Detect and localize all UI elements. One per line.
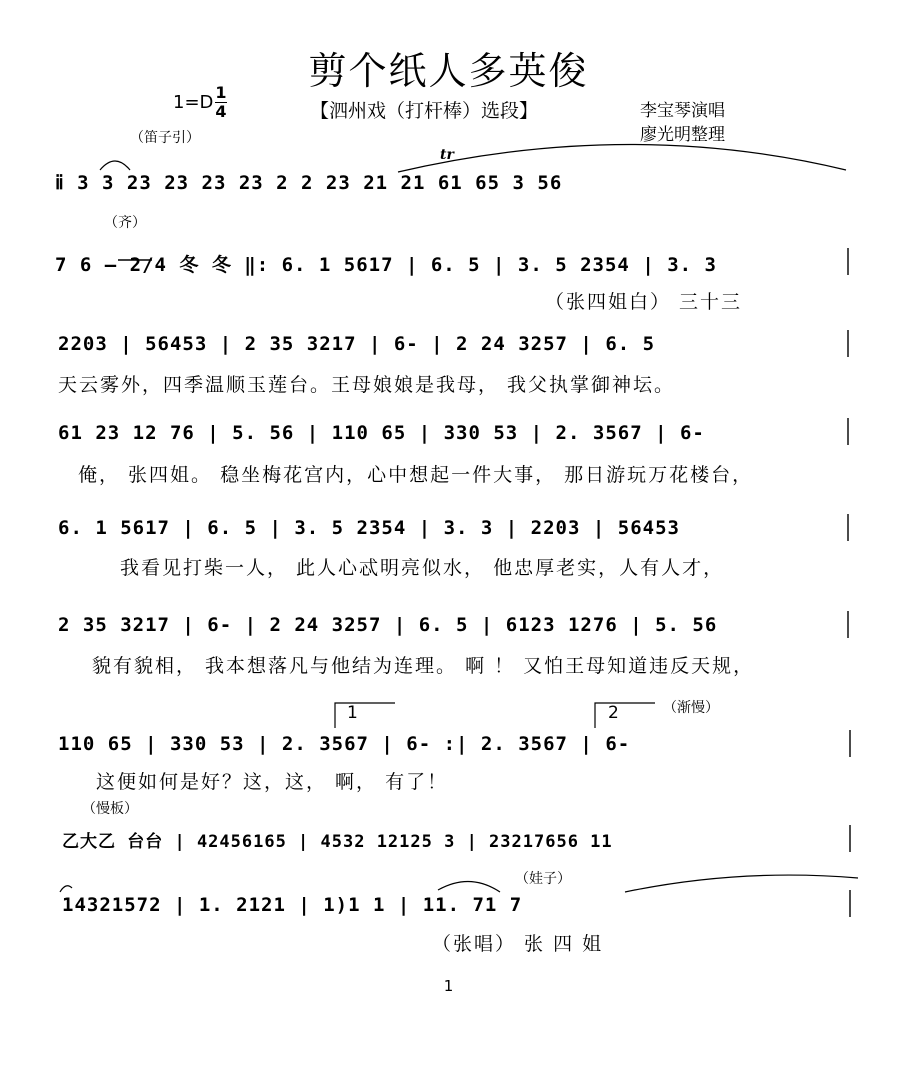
annotation-unison: （齐） <box>104 215 146 231</box>
notation-row-3: 2203 | 56453 | 2 35 3217 | 6- | 2 24 3257 | 6. 5 <box>58 333 656 355</box>
notation-row-9: 14321572 | 1. 2121 | 1)1 1 | 11. 71 7 <box>62 894 523 916</box>
notation-row-1: ⅱ 3 3 23 23 23 23 2 2 23 21 21 61 65 3 56 <box>55 172 563 194</box>
meter-top: 1 <box>215 83 227 102</box>
annotation-slowing: （渐慢） <box>663 700 719 716</box>
annotation-doll: （娃子） <box>515 871 571 887</box>
slur-1 <box>100 161 130 170</box>
slur-3 <box>438 881 500 892</box>
slur-5 <box>60 886 72 892</box>
lyric-row-5: 我看见打柴一人， 此人心忒明亮似水， 他忠厚老实，人有人才， <box>120 557 725 579</box>
lyric-row-6: 貌有貌相， 我本想落凡与他结为连理。 啊 ！ 又怕王母知道违反天规， <box>92 655 755 677</box>
notation-row-8: 乙大乙 台台 | 42456165 | 4532 12125 3 | 23217656 11 <box>62 832 613 852</box>
volta-second: 2 <box>608 703 619 723</box>
notation-row-4: 61 23 12 76 | 5. 56 | 110 65 | 330 53 | 2. 3567 | 6- <box>58 422 705 444</box>
song-title: 剪个纸人多英俊 <box>308 49 589 93</box>
notation-row-7: 110 65 | 330 53 | 2. 3567 | 6- :| 2. 3567 | 6- <box>58 733 631 755</box>
bar-lines <box>848 248 850 917</box>
notation-row-6: 2 35 3217 | 6- | 2 24 3257 | 6. 5 | 6123 1276 | 5. 56 <box>58 614 718 636</box>
subtitle: 【泗州戏（打杆棒）选段】 <box>310 100 539 122</box>
meter-bottom: 4 <box>215 102 227 121</box>
lyric-row-3: 天云雾外，四季温顺玉莲台。王母娘娘是我母， 我父执掌御神坛。 <box>58 374 676 396</box>
lyric-row-9: （张唱） 张 四 姐 <box>432 933 604 955</box>
annotation-flute-intro: （笛子引） <box>130 130 200 146</box>
page-number: 1 <box>443 977 454 995</box>
key-signature: 1=D <box>173 92 214 113</box>
trill-marker: tr <box>440 147 454 163</box>
credit-arranger: 廖光明整理 <box>640 125 725 145</box>
credit-singer: 李宝琴演唱 <box>640 101 725 121</box>
lyric-row-7: 这便如何是好？这，这， 啊， 有了！ <box>96 771 449 793</box>
lyric-row-4: 俺， 张四姐。 稳坐梅花宫内，心中想起一件大事， 那日游玩万花楼台， <box>78 464 754 486</box>
volta-bracket-1 <box>335 703 395 728</box>
notation-row-5: 6. 1 5617 | 6. 5 | 3. 5 2354 | 3. 3 | 2203 | 56453 <box>58 517 680 539</box>
volta-bracket-2 <box>595 703 655 728</box>
lyric-row-2: （张四姐白） 三十三 <box>545 291 743 313</box>
annotation-slow-tempo: （慢板） <box>82 801 138 817</box>
slur-4 <box>625 875 858 892</box>
notation-row-2: 7 6 — 2/4 冬 冬 ‖: 6. 1 5617 | 6. 5 | 3. 5 2354 | 3. 3 <box>55 254 717 276</box>
volta-first: 1 <box>347 703 358 723</box>
slur-2 <box>398 144 846 172</box>
